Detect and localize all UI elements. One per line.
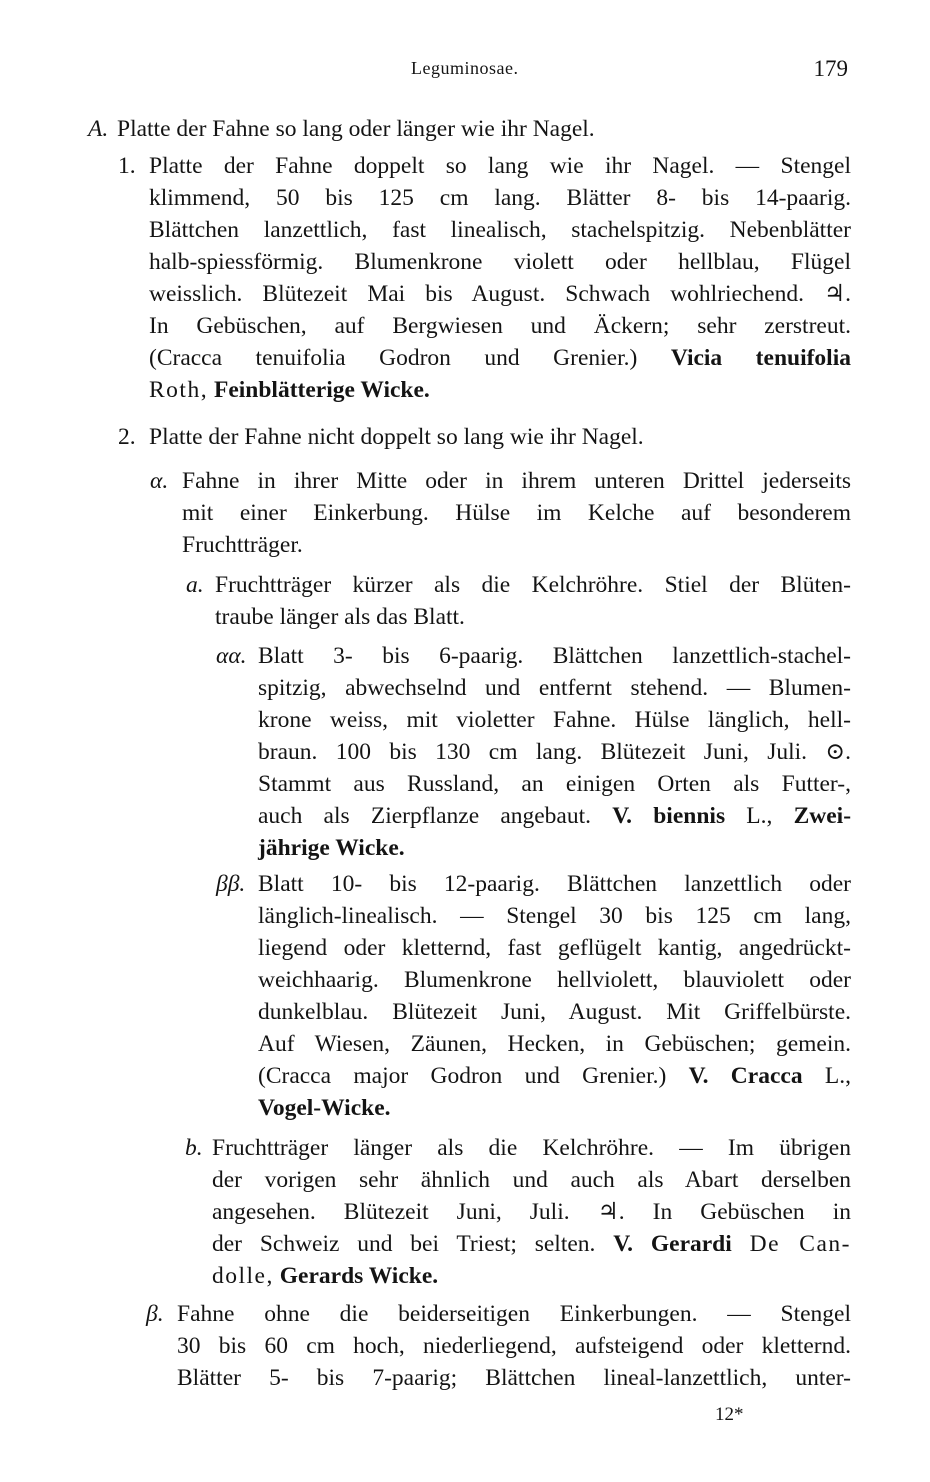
aa-text — [258, 640, 851, 864]
text-line: weichhaarig. Blumenkrone hellviolett, blauviolett oder — [258, 967, 851, 993]
text-line — [212, 1260, 851, 1292]
text-line: Platte der Fahne nicht doppelt so lang wie ihr Nagel. — [149, 424, 644, 450]
text-line: dunkelblau. Blütezeit Juni, August. Mit Griffelbürste. — [258, 999, 851, 1025]
section-a-text — [117, 113, 717, 145]
author-name: De Can- — [749, 1231, 851, 1257]
author-name: dolle, — [212, 1263, 274, 1289]
species-name: V. Gerardi — [613, 1231, 732, 1257]
text-line — [258, 1060, 851, 1092]
habitat-text: der Schweiz und bei Triest; selten. — [212, 1231, 596, 1257]
text-line: weisslich. Blütezeit Mai bis August. Schwach wohlriechend. ♃. — [149, 281, 851, 307]
common-name: Gerards Wicke. — [279, 1263, 439, 1289]
text-line — [258, 832, 851, 864]
text-line: Stammt aus Russland, an einigen Orten als Futter-, — [258, 771, 851, 797]
b-text — [212, 1132, 851, 1292]
text-line: Fruchtträger kürzer als die Kelchröhre. Stiel der Blüten- — [215, 572, 851, 598]
item-1-text — [149, 150, 851, 406]
a-marker: a. — [186, 572, 204, 598]
common-name: Zwei- — [793, 803, 852, 829]
page-number: 179 — [813, 56, 848, 81]
text-line: angesehen. Blütezeit Juni, Juli. ♃. In Gebüschen in — [212, 1199, 851, 1225]
item-2-marker: 2. — [118, 424, 136, 450]
running-header — [0, 58, 930, 88]
text-line: Platte der Fahne doppelt so lang wie ihr Nagel. — Stengel — [149, 153, 851, 179]
text-line: In Gebüschen, auf Bergwiesen und Äckern; sehr zerstreut. — [149, 313, 851, 339]
text-line — [212, 1228, 851, 1260]
a-text — [215, 569, 851, 633]
text-line: 30 bis 60 cm hoch, niederliegend, aufsteigend oder kletternd. — [177, 1333, 851, 1359]
text-line: Blatt 10- bis 12-paarig. Blättchen lanzettlich oder — [258, 871, 851, 897]
text-line: klimmend, 50 bis 125 cm lang. Blätter 8- bis 14-paarig. — [149, 185, 851, 211]
alpha-marker: α. — [150, 468, 169, 494]
habitat-text: auch als Zierpflanze angebaut. — [258, 803, 592, 829]
text-line: braun. 100 bis 130 cm lang. Blütezeit Juni, Juli. ⊙. — [258, 739, 851, 765]
b-marker: b. — [185, 1135, 203, 1161]
text-line — [149, 374, 851, 406]
text-line: Blatt 3- bis 6-paarig. Blättchen lanzettlich-stachel- — [258, 643, 851, 669]
aa-marker: αα. — [216, 643, 247, 669]
synonym-text: (Cracca major Godron und Grenier.) — [258, 1063, 667, 1089]
text-line — [258, 800, 851, 832]
text-line: Blättchen lanzettlich, fast linealisch, stachelspitzig. Nebenblätter — [149, 217, 851, 243]
item-2-text — [149, 421, 769, 453]
common-name: Feinblätterige Wicke. — [213, 377, 430, 403]
common-name: Vogel-Wicke. — [258, 1095, 391, 1121]
text-line: Auf Wiesen, Zäunen, Hecken, in Gebüschen; gemein. — [258, 1031, 851, 1057]
text-line: traube länger als das Blatt. — [215, 604, 465, 630]
text-line: Blätter 5- bis 7-paarig; Blättchen lineal-lanzettlich, unter- — [177, 1365, 851, 1391]
beta-text — [177, 1298, 851, 1394]
running-title: Leguminosae. — [411, 58, 519, 78]
text-line: länglich-linealisch. — Stengel 30 bis 125 cm lang, — [258, 903, 851, 929]
text-line: Fahne ohne die beiderseitigen Einkerbungen. — Stengel — [177, 1301, 851, 1327]
section-a-marker: A. — [88, 116, 109, 142]
text-line — [258, 1092, 851, 1124]
text-line: Platte der Fahne so lang oder länger wie ihr Nagel. — [117, 116, 595, 142]
species-name: Vicia tenuifolia — [670, 345, 851, 371]
common-name: jährige Wicke. — [258, 835, 405, 861]
beta-marker: β. — [146, 1301, 164, 1327]
synonym-text: (Cracca tenuifolia Godron und Grenier.) — [149, 345, 638, 371]
text-line: Fruchtträger länger als die Kelchröhre. — Im übrigen — [212, 1135, 851, 1161]
author-name: L., — [746, 803, 773, 829]
species-name: V. biennis — [612, 803, 726, 829]
species-name: V. Cracca — [688, 1063, 803, 1089]
alpha-text — [182, 465, 851, 561]
text-line: halb-spiessförmig. Blumenkrone violett oder hellblau, Flügel — [149, 249, 851, 275]
bb-marker: ββ. — [216, 871, 246, 897]
text-line: krone weiss, mit violetter Fahne. Hülse länglich, hell- — [258, 707, 851, 733]
text-line: mit einer Einkerbung. Hülse im Kelche auf besonderem — [182, 500, 851, 526]
item-1-marker: 1. — [118, 153, 136, 179]
author-name: Roth, — [149, 377, 209, 403]
text-line: der vorigen sehr ähnlich und auch als Abart derselben — [212, 1167, 851, 1193]
bb-text — [258, 868, 851, 1124]
author-name: L., — [824, 1063, 852, 1089]
signature-mark: 12* — [715, 1404, 744, 1425]
text-line: liegend oder kletternd, fast geflügelt kantig, angedrückt- — [258, 935, 851, 961]
text-line: spitzig, abwechselnd und entfernt stehend. — Blumen- — [258, 675, 851, 701]
text-line: Fruchtträger. — [182, 532, 303, 558]
text-line — [149, 342, 851, 374]
text-line: Fahne in ihrer Mitte oder in ihrem unteren Drittel jederseits — [182, 468, 851, 494]
